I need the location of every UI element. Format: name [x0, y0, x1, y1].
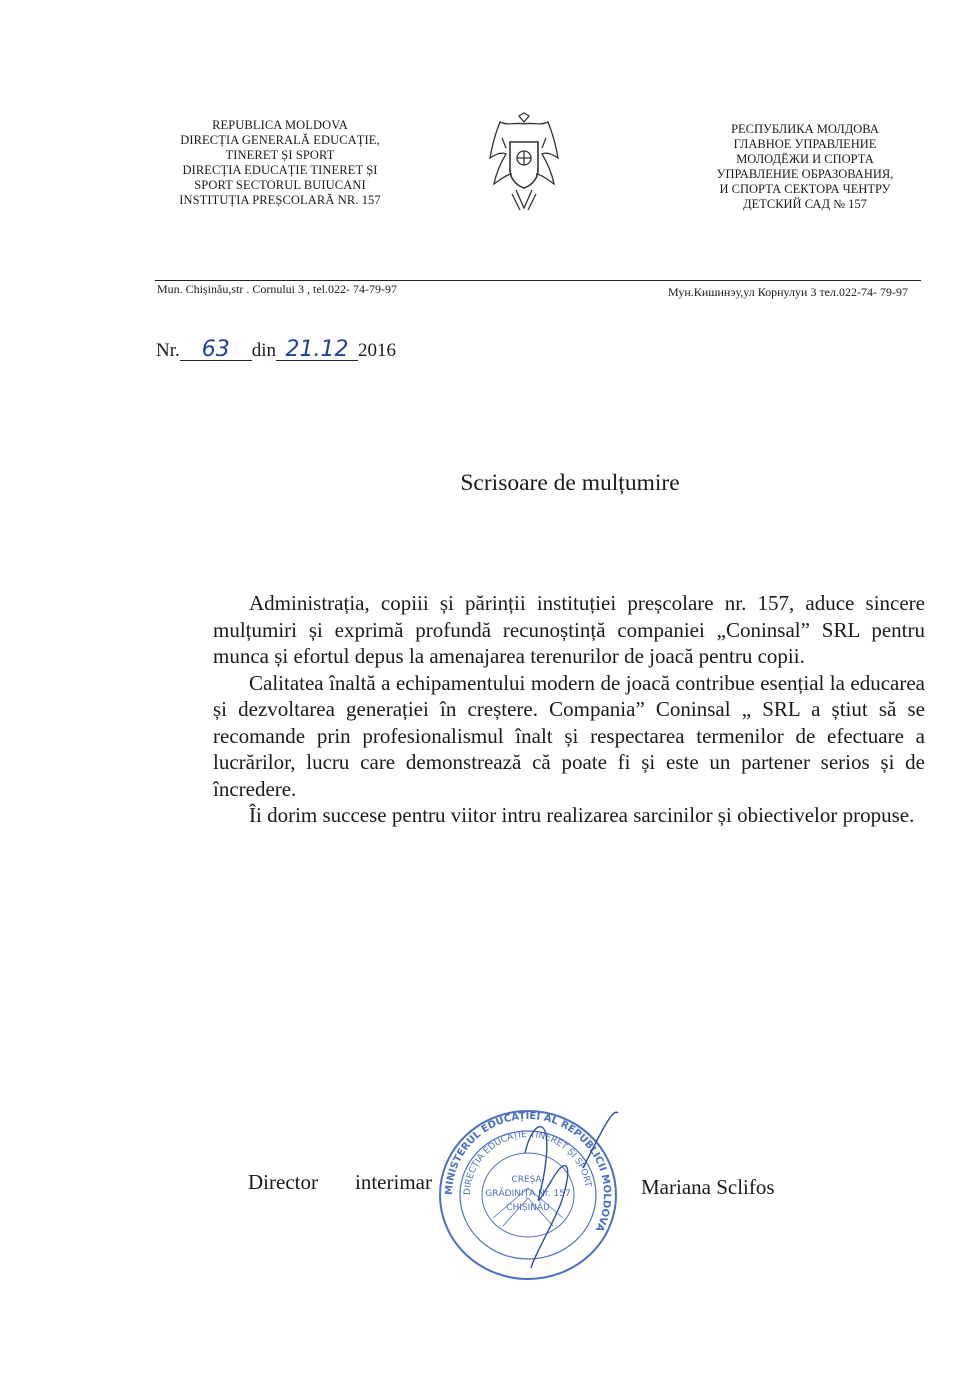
din-label: din — [251, 340, 277, 361]
header-line: SPORT SECTORUL BUIUCANI — [194, 178, 366, 192]
coat-of-arms-icon — [486, 112, 562, 212]
header-line: TINERET ȘI SPORT — [225, 148, 335, 162]
signatory-role: Director — [248, 1170, 318, 1194]
registration-line — [156, 337, 397, 362]
date-handwritten-value: 21.12 — [276, 340, 358, 361]
signatory-role-qualifier: interimar — [355, 1170, 432, 1194]
header-line: DIRECȚIA EDUCAȚIE TINERET ȘI — [182, 163, 378, 177]
official-stamp — [433, 1108, 623, 1283]
year-value: 2016 — [358, 340, 397, 361]
stamp-outer-ring-text: MINISTERUL EDUCAȚIEI AL REPUBLICII MOLDOVA — [443, 1110, 613, 1234]
header-line: ДЕТСКИЙ САД № 157 — [743, 197, 867, 211]
letter-body — [213, 590, 925, 829]
header-line: INSTITUȚIA PREȘCOLARĂ NR. 157 — [179, 193, 381, 207]
letter-title: Scrisoare de mulțumire — [460, 470, 680, 496]
header-line: МОЛОДЁЖИ И СПОРТА — [736, 152, 874, 166]
header-line: ГЛАВНОЕ УПРАВЛЕНИЕ — [733, 137, 877, 151]
nr-handwritten-value: 63 — [180, 340, 252, 361]
stamp-inner-ring-text: DIRECȚIA EDUCAȚIE TINERET ȘI SPORT — [462, 1129, 593, 1196]
header-russian — [690, 122, 920, 212]
stamp-center-line: GRĂDINIȚA Nr. 157 — [485, 1189, 571, 1199]
header-line: И СПОРТА СЕКТОРА ЧЕНТРУ — [719, 182, 891, 196]
stamp-center-line: CHIȘINĂU — [506, 1203, 550, 1213]
nr-label: Nr. — [156, 340, 180, 361]
signatory-name: Mariana Sclifos — [641, 1175, 775, 1199]
body-paragraph: Administrația, copiii și părinții instituției preșcolare nr. 157, aduce sincere mulțumiri și exprimă profundă recunoștință companiei „Coninsal” SRL pentru munca și efortul depus la amenajarea terenurilor de joacă pentru copii. — [213, 591, 925, 668]
header-divider — [155, 280, 921, 281]
header-romanian — [150, 118, 410, 208]
body-paragraph: Calitatea înaltă a echipamentului modern de joacă contribue esențial la educarea și dezvoltarea generației în creștere. Compania” Coninsal „ SRL a știut să se recomande prin profesionalismul înalt și respectarea termenilor de efectuare a lucrărilor, lucru care demonstrează că poate fi și este un partener serios și de încredere. — [213, 670, 925, 801]
stamp-center-line: CREȘA- — [511, 1175, 545, 1185]
header-line: REPUBLICA MOLDOVA — [212, 118, 348, 132]
header-line: DIRECȚIA GENERALĂ EDUCAȚIE, — [180, 133, 380, 147]
body-paragraph: Îi dorim succese pentru viitor intru realizarea sarcinilor și obiectivelor propuse. — [249, 803, 915, 827]
header-line: РЕСПУБЛИКА МОЛДОВА — [731, 122, 879, 136]
header-line: УПРАВЛЕНИЕ ОБРАЗОВАНИЯ, — [716, 167, 894, 181]
address-romanian: Mun. Chișinău,str . Cornului 3 , tel.022- 74-79-97 — [157, 282, 397, 296]
address-russian: Мун.Кишинэу,ул Корнулуи 3 тел.022-74- 79-97 — [668, 285, 908, 299]
